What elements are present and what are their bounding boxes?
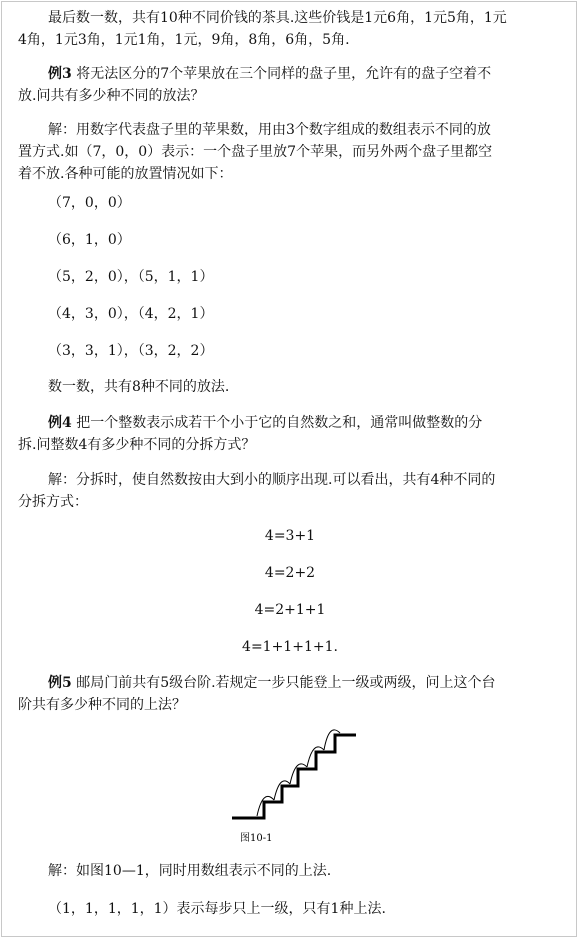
example4-equation: 4=2+1+1: [254, 602, 326, 618]
figure-caption: 图10-1: [240, 833, 273, 844]
example5-solution-line-2: （1，1，1，1，1）表示每步只上一级，只有1种上法.: [48, 901, 386, 917]
example3-tuple-row: （6，1，0）: [48, 232, 131, 248]
staircase-steps: [232, 735, 356, 818]
example5-solution-line-1: 解：如图10—1，同时用数组表示不同的上法.: [48, 863, 332, 879]
example4-equation: 4=3+1: [264, 528, 316, 544]
example5-question-line-1: [48, 673, 496, 693]
example3-tuple-row: （5，2，0），（5，1，1）: [48, 269, 214, 285]
example4-label: 例4: [48, 415, 72, 431]
example3-solution-line-2: 置方式.如（7，0，0）表示：一个盘子里放7个苹果，而另外两个盘子里都空: [18, 144, 493, 160]
example4-solution-line-1: 解：分拆时，使自然数按由大到小的顺序出现.可以看出，共有4种不同的: [48, 472, 496, 488]
example4-question-text: 把一个整数表示成若干个小于它的自然数之和，通常叫做整数的分: [71, 415, 483, 431]
staircase-figure: [228, 720, 360, 848]
example3-solution-line-3: 着不放.各种可能的放置情况如下：: [18, 166, 233, 182]
example3-question-line-1: [48, 64, 491, 84]
example3-question-line-2: 放.问共有多少种不同的放法？: [18, 88, 205, 104]
example3-tuple-row: （3，3，1），（3，2，2）: [48, 343, 214, 359]
intro-line-1: 最后数一数，共有10种不同价钱的茶具.这些价钱是1元6角，1元5角，1元: [48, 10, 507, 26]
example5-label: 例5: [48, 675, 72, 691]
example4-solution-line-2: 分拆方式：: [18, 494, 88, 510]
step-arc: [324, 730, 340, 750]
example4-question-line-1: [48, 413, 482, 433]
example3-question-text: 将无法区分的7个苹果放在三个同样的盘子里，允许有的盘子空着不: [71, 66, 492, 82]
example4-question-line-2: 拆.问整数4有多少种不同的分拆方式？: [18, 437, 256, 453]
example5-question-line-2: 阶共有多少种不同的上法？: [18, 697, 186, 713]
example4-equation: 4=1+1+1+1.: [242, 639, 338, 655]
example3-tuple-row: （4，3，0），（4，2，1）: [48, 306, 214, 322]
example3-solution-line-1: 解：用数字代表盘子里的苹果数，用由3个数字组成的数组表示不同的放: [48, 122, 491, 138]
example3-conclusion: 数一数，共有8种不同的放法.: [48, 379, 230, 395]
example5-question-text: 邮局门前共有5级台阶.若规定一步只能登上一级或两级，问上这个台: [71, 675, 496, 691]
example3-tuple-row: （7，0，0）: [48, 195, 131, 211]
example4-equation: 4=2+2: [264, 565, 316, 581]
intro-line-2: 4角，1元3角，1元1角，1元，9角，8角，6角，5角.: [18, 32, 350, 48]
example3-label: 例3: [48, 66, 72, 82]
